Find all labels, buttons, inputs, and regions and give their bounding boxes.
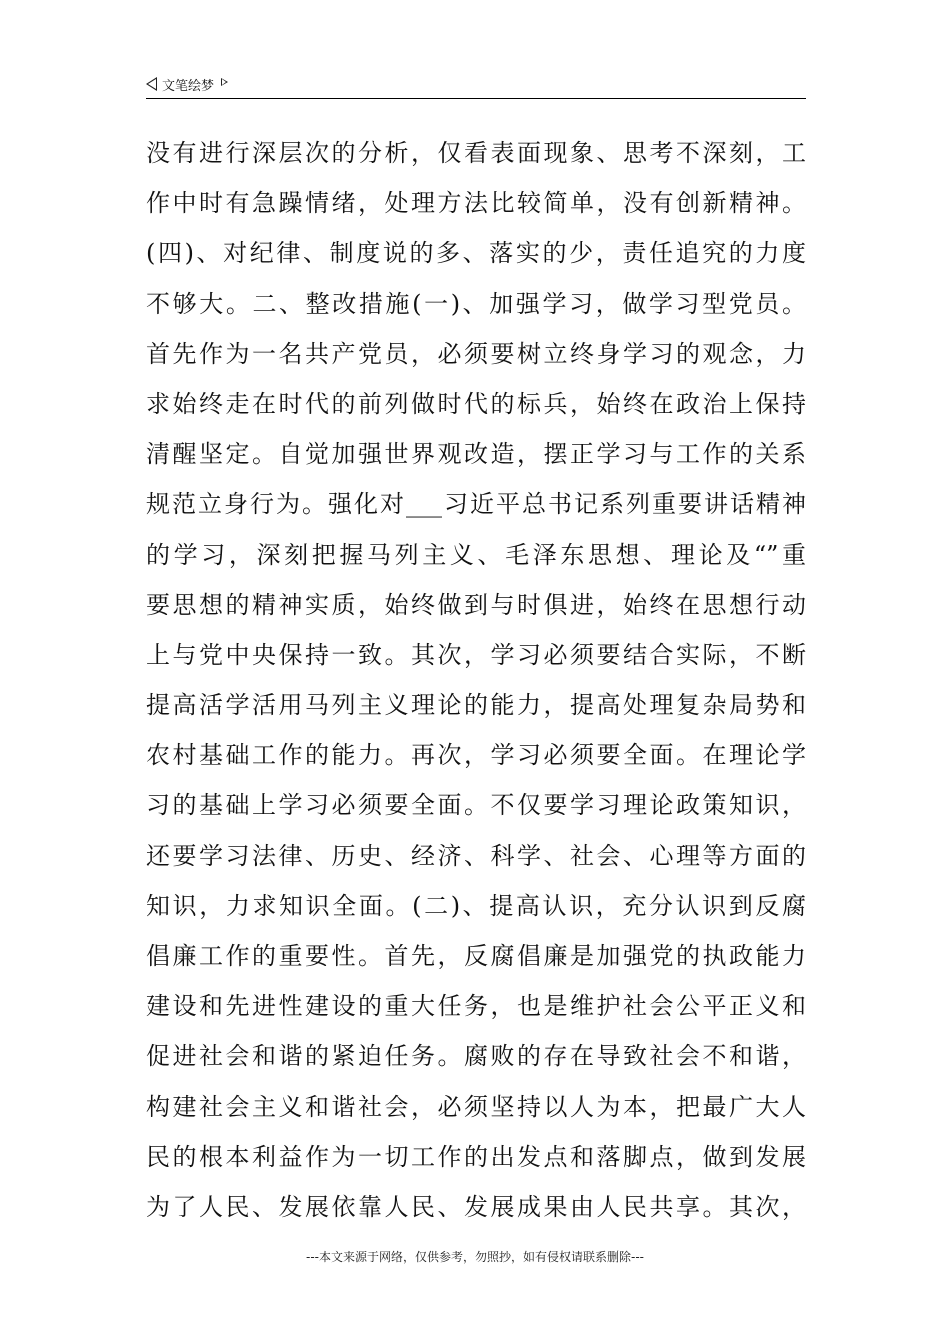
- text-line: 清醒坚定。自觉加强世界观改造，摆正学习与工作的关系: [146, 440, 806, 469]
- header-brand: [146, 74, 228, 94]
- text-line: 农村基础工作的能力。再次，学习必须要全面。在理论学: [146, 741, 806, 770]
- text-line: 建设和先进性建设的重大任务，也是维护社会公平正义和: [146, 992, 806, 1021]
- text-line: 为了人民、发展依靠人民、发展成果由人民共享。其次，: [146, 1192, 806, 1221]
- text-line: 求始终走在时代的前列做时代的标兵，始终在政治上保持: [146, 389, 806, 418]
- text-line: 知识，力求知识全面。(二)、提高认识，充分认识到反腐: [146, 891, 806, 920]
- text-line: 还要学习法律、历史、经济、科学、社会、心理等方面的: [146, 841, 806, 870]
- text-line: 促进社会和谐的紧迫任务。腐败的存在导致社会不和谐，: [146, 1042, 806, 1071]
- document-body: [146, 128, 806, 1232]
- footer-notice: ---本文来源于网络，仅供参考，勿照抄，如有侵权请联系删除---: [306, 1250, 644, 1264]
- triangle-left-icon: [146, 77, 157, 91]
- triangle-right-icon: [221, 78, 228, 86]
- text-line: 倡廉工作的重要性。首先，反腐倡廉是加强党的执政能力: [146, 942, 806, 970]
- text-line: 没有进行深层次的分析，仅看表面现象、思考不深刻，工: [146, 139, 806, 167]
- text-line: 作中时有急躁情绪，处理方法比较简单，没有创新精神。: [146, 189, 806, 218]
- brand-label: 文笔绘梦: [162, 78, 215, 94]
- text-line: 民的根本利益作为一切工作的出发点和落脚点，做到发展: [146, 1142, 806, 1171]
- text-line: 不够大。二、整改措施(一)、加强学习，做学习型党员。: [146, 289, 806, 318]
- page-header: [146, 72, 806, 99]
- text-line: 构建社会主义和谐社会，必须坚持以人为本，把最广大人: [146, 1092, 806, 1121]
- text-line: 要思想的精神实质，始终做到与时俱进，始终在思想行动: [146, 590, 806, 619]
- text-line: 的学习，深刻把握马列主义、毛泽东思想、理论及“”重: [146, 540, 806, 569]
- text-line: 上与党中央保持一致。其次，学习必须要结合实际，不断: [146, 640, 806, 669]
- text-line: 提高活学活用马列主义理论的能力，提高处理复杂局势和: [146, 691, 806, 720]
- text-line: 习的基础上学习必须要全面。不仅要学习理论政策知识，: [146, 791, 806, 820]
- text-line: 规范立身行为。强化对___习近平总书记系列重要讲话精神: [146, 490, 806, 519]
- text-line: 首先作为一名共产党员，必须要树立终身学习的观念，力: [146, 339, 806, 368]
- text-line: (四)、对纪律、制度说的多、落实的少，责任追究的力度: [146, 239, 806, 268]
